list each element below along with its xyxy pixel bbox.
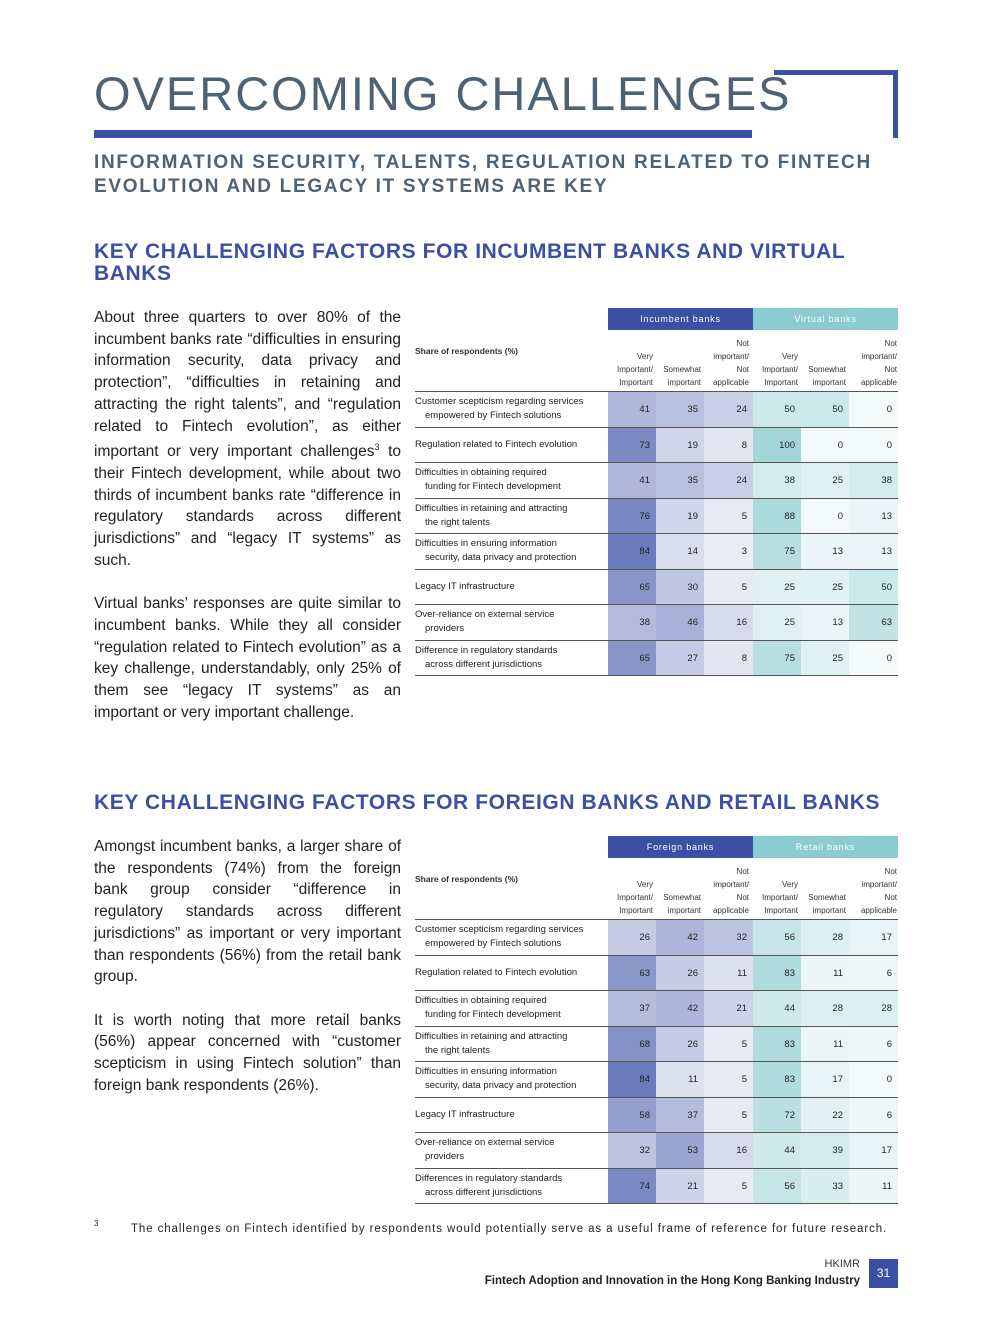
table-cell: 75: [753, 641, 801, 676]
column-header: Somewhat important: [663, 893, 701, 915]
table-cell: 30: [656, 570, 704, 605]
table-cell: 25: [801, 641, 849, 676]
row-label: [415, 991, 608, 1026]
row-label-line-1: Customer scepticism regarding services: [415, 924, 584, 936]
table-cell: 72: [753, 1098, 801, 1133]
table-cell: 17: [801, 1062, 849, 1097]
table-cell: 22: [801, 1098, 849, 1133]
row-label: [415, 428, 608, 463]
row-label-line-1: Difficulties in obtaining required: [415, 995, 547, 1007]
table-cell: 33: [801, 1169, 849, 1204]
table-cell: 38: [753, 463, 801, 498]
table-cell: 68: [608, 1027, 656, 1062]
foreign-retail-table: [415, 836, 898, 1204]
column-header: Somewhat important: [808, 893, 846, 915]
row-label: [415, 1027, 608, 1062]
incumbent-virtual-table: [415, 308, 898, 676]
page-number: 31: [869, 1259, 898, 1288]
table-cell: 76: [608, 499, 656, 534]
row-label-line-1: Legacy IT infrastructure: [415, 1108, 515, 1120]
table-cell: 19: [656, 499, 704, 534]
row-label: [415, 570, 608, 605]
table-row: [415, 956, 898, 992]
table-cell: 53: [656, 1133, 704, 1168]
table-cell: 83: [753, 1027, 801, 1062]
footnote-text: The challenges on Fintech identified by respondents would potentially serve as a useful frame of reference for future research.: [131, 1223, 888, 1235]
table-row: [415, 1169, 898, 1205]
table-cell: 8: [704, 641, 753, 676]
column-header: Very Important/ Important: [761, 352, 798, 387]
section1-paragraph-1-part-a: About three quarters to over 80% of the incumbent banks rate “difficulties in ensuring information security, data privacy and protection”, “difficulties in retaining and attracting the right talents”, and “regulation related to Fintech evolution”, as either important or very important challenges: [94, 309, 401, 461]
share-of-respondents-label: Share of respondents (%): [415, 874, 518, 884]
row-label-line-1: Regulation related to Fintech evolution: [415, 438, 578, 450]
row-label-line-1: Difficulties in ensuring information: [415, 538, 557, 550]
row-label: [415, 499, 608, 534]
row-label-line-1: Legacy IT infrastructure: [415, 580, 515, 592]
row-label: [415, 392, 608, 427]
table-cell: 25: [801, 570, 849, 605]
table-cell: 25: [753, 570, 801, 605]
row-label-line-2: the right talents: [425, 1044, 490, 1056]
row-label-line-1: Difficulties in retaining and attracting: [415, 1030, 568, 1042]
page-subtitle: INFORMATION SECURITY, TALENTS, REGULATION RELATED TO FINTECH EVOLUTION AND LEGACY IT SYSTEMS ARE KEY: [94, 152, 872, 197]
row-label-line-1: Customer scepticism regarding services: [415, 396, 584, 408]
column-header: Very Important/ Important: [616, 352, 653, 387]
table-cell: 5: [704, 1062, 753, 1097]
table-cell: 84: [608, 1062, 656, 1097]
table-cell: 11: [801, 956, 849, 991]
table-cell: 38: [849, 463, 898, 498]
table-row: [415, 499, 898, 535]
column-header: Not important/ Not applicable: [860, 867, 897, 915]
table-cell: 65: [608, 570, 656, 605]
row-label-line-2: across different jurisdictions: [425, 658, 543, 670]
row-label-line-2: security, data privacy and protection: [425, 1080, 577, 1092]
table-cell: 27: [656, 641, 704, 676]
table-row: [415, 991, 898, 1027]
table-cell: 35: [656, 463, 704, 498]
table-cell: 11: [704, 956, 753, 991]
table-cell: 3: [704, 534, 753, 569]
footer-report-title: Fintech Adoption and Innovation in the Hong Kong Banking Industry: [484, 1275, 860, 1287]
title-underline-bar: [94, 130, 752, 138]
table-row: [415, 920, 898, 956]
table-cell: 28: [849, 991, 898, 1026]
row-label-line-2: providers: [425, 1151, 465, 1163]
row-label: [415, 920, 608, 955]
table-cell: 14: [656, 534, 704, 569]
row-label: [415, 605, 608, 640]
table-cell: 63: [849, 605, 898, 640]
table-cell: 41: [608, 463, 656, 498]
table-cell: 0: [849, 1062, 898, 1097]
section1-paragraph-2: Virtual banks’ responses are quite similar to incumbent banks. While they all consider “regulation related to Fintech evolution” as a key challenge, understandably, only 25% of them see “legacy IT systems” as an important or very important challenge.: [94, 595, 401, 721]
column-header-row: [415, 330, 898, 392]
table-cell: 24: [704, 392, 753, 427]
table-cell: 83: [753, 956, 801, 991]
section2-heading: KEY CHALLENGING FACTORS FOR FOREIGN BANKS AND RETAIL BANKS: [94, 791, 881, 814]
table-cell: 88: [753, 499, 801, 534]
group-header-row: [415, 836, 898, 858]
table-cell: 50: [753, 392, 801, 427]
table-cell: 63: [608, 956, 656, 991]
table-cell: 25: [801, 463, 849, 498]
row-label-line-2: providers: [425, 623, 465, 635]
table-cell: 50: [801, 392, 849, 427]
table-row: [415, 605, 898, 641]
row-label-line-2: empowered by Fintech solutions: [425, 938, 562, 950]
column-header: Not important/ Not applicable: [712, 339, 749, 387]
table-cell: 73: [608, 428, 656, 463]
row-label: [415, 534, 608, 569]
table-cell: 21: [704, 991, 753, 1026]
table-row: [415, 641, 898, 677]
table-cell: 26: [608, 920, 656, 955]
table-row: [415, 1098, 898, 1134]
table-cell: 44: [753, 991, 801, 1026]
table-cell: 25: [753, 605, 801, 640]
table-cell: 83: [753, 1062, 801, 1097]
group-header-1: Incumbent banks: [608, 308, 753, 330]
table-cell: 28: [801, 920, 849, 955]
table-cell: 56: [753, 1169, 801, 1204]
table-cell: 37: [656, 1098, 704, 1133]
section1-paragraph-1: [94, 307, 401, 572]
table-cell: 26: [656, 956, 704, 991]
section2-paragraph-1: Amongst incumbent banks, a larger share of the respondents (74%) from the foreign bank group consider “difference in regulatory standards across different jurisdictions” as important or very important than respondents (56%) from the retail bank group.: [94, 838, 401, 986]
table-cell: 17: [849, 1133, 898, 1168]
row-label: [415, 1169, 608, 1204]
table-cell: 0: [849, 641, 898, 676]
table-cell: 28: [801, 991, 849, 1026]
group-header-1: Foreign banks: [608, 836, 753, 858]
table-cell: 38: [608, 605, 656, 640]
row-label-line-2: security, data privacy and protection: [425, 552, 577, 564]
column-header: Not important/ Not applicable: [860, 339, 897, 387]
section2-paragraph-2: It is worth noting that more retail banks (56%) appear concerned with “customer scepticism in using Fintech solution” than foreign bank respondents (26%).: [94, 1011, 401, 1094]
table-cell: 26: [656, 1027, 704, 1062]
table-cell: 19: [656, 428, 704, 463]
column-header: Somewhat important: [663, 365, 701, 387]
table-cell: 0: [801, 499, 849, 534]
group-header-2: Virtual banks: [753, 308, 898, 330]
row-label: [415, 463, 608, 498]
row-label-line-1: Difficulties in obtaining required: [415, 467, 547, 479]
column-header: Very Important/ Important: [761, 880, 798, 915]
table-cell: 17: [849, 920, 898, 955]
table-cell: 41: [608, 392, 656, 427]
table-cell: 0: [849, 428, 898, 463]
table-cell: 42: [656, 920, 704, 955]
table-cell: 56: [753, 920, 801, 955]
table-cell: 5: [704, 1098, 753, 1133]
table-cell: 13: [801, 605, 849, 640]
footnote-marker: 3: [94, 1219, 99, 1228]
row-label-line-2: across different jurisdictions: [425, 1186, 543, 1198]
table-cell: 42: [656, 991, 704, 1026]
table-cell: 13: [849, 534, 898, 569]
table-cell: 13: [849, 499, 898, 534]
table-cell: 35: [656, 392, 704, 427]
column-header-row: [415, 858, 898, 920]
table-cell: 74: [608, 1169, 656, 1204]
row-label: [415, 641, 608, 676]
table-row: [415, 1027, 898, 1063]
table-row: [415, 534, 898, 570]
table-cell: 6: [849, 1098, 898, 1133]
column-header: Somewhat important: [808, 365, 846, 387]
row-label-line-1: Differences in regulatory standards: [415, 1172, 563, 1184]
group-header-row: [415, 308, 898, 330]
table-cell: 13: [801, 534, 849, 569]
page-title: OVERCOMING CHALLENGES: [94, 67, 792, 120]
table-cell: 44: [753, 1133, 801, 1168]
table-row: [415, 463, 898, 499]
row-label-line-2: empowered by Fintech solutions: [425, 410, 562, 422]
table-cell: 6: [849, 1027, 898, 1062]
column-header: Not important/ Not applicable: [712, 867, 749, 915]
table-cell: 24: [704, 463, 753, 498]
row-label: [415, 1133, 608, 1168]
row-label: [415, 956, 608, 991]
row-label-line-2: the right talents: [425, 516, 490, 528]
table-cell: 32: [704, 920, 753, 955]
table-cell: 84: [608, 534, 656, 569]
table-cell: 5: [704, 499, 753, 534]
table-cell: 8: [704, 428, 753, 463]
table-cell: 6: [849, 956, 898, 991]
table-cell: 32: [608, 1133, 656, 1168]
row-label-line-1: Over-reliance on external service: [415, 609, 555, 621]
row-label-line-1: Over-reliance on external service: [415, 1137, 555, 1149]
footnote-reference: 3: [374, 442, 380, 453]
table-cell: 16: [704, 605, 753, 640]
table-cell: 21: [656, 1169, 704, 1204]
row-label-line-1: Difficulties in ensuring information: [415, 1066, 557, 1078]
row-label: [415, 1062, 608, 1097]
table-cell: 5: [704, 1027, 753, 1062]
row-label-line-2: funding for Fintech development: [425, 1009, 561, 1021]
table-cell: 5: [704, 1169, 753, 1204]
row-label-line-1: Difference in regulatory standards: [415, 644, 558, 656]
table-cell: 0: [849, 392, 898, 427]
row-label-line-1: Regulation related to Fintech evolution: [415, 966, 578, 978]
column-header: Very Important/ Important: [616, 880, 653, 915]
section1-paragraph-1-part-b: to their Fintech development, while about two thirds of incumbent banks rate “difference in regulatory standards across different jurisdictions” and “legacy IT systems” as such.: [94, 443, 402, 569]
table-cell: 11: [849, 1169, 898, 1204]
table-cell: 5: [704, 570, 753, 605]
table-cell: 11: [656, 1062, 704, 1097]
table-cell: 75: [753, 534, 801, 569]
table-row: [415, 1133, 898, 1169]
table-row: [415, 570, 898, 606]
row-label: [415, 1098, 608, 1133]
table-row: [415, 392, 898, 428]
footer-publisher: HKIMR: [824, 1258, 860, 1270]
share-of-respondents-label: Share of respondents (%): [415, 346, 518, 356]
corner-bracket-decoration: [774, 70, 898, 138]
table-cell: 46: [656, 605, 704, 640]
table-row: [415, 1062, 898, 1098]
group-header-2: Retail banks: [753, 836, 898, 858]
table-cell: 37: [608, 991, 656, 1026]
table-cell: 16: [704, 1133, 753, 1168]
section1-body: [94, 307, 401, 745]
table-row: [415, 428, 898, 464]
table-cell: 39: [801, 1133, 849, 1168]
table-cell: 0: [801, 428, 849, 463]
table-cell: 58: [608, 1098, 656, 1133]
table-cell: 50: [849, 570, 898, 605]
table-cell: 65: [608, 641, 656, 676]
table-cell: 100: [753, 428, 801, 463]
table-cell: 11: [801, 1027, 849, 1062]
row-label-line-2: funding for Fintech development: [425, 481, 561, 493]
section1-heading: KEY CHALLENGING FACTORS FOR INCUMBENT BANKS AND VIRTUAL BANKS: [94, 240, 845, 285]
row-label-line-1: Difficulties in retaining and attracting: [415, 502, 568, 514]
section2-body: [94, 836, 401, 1118]
